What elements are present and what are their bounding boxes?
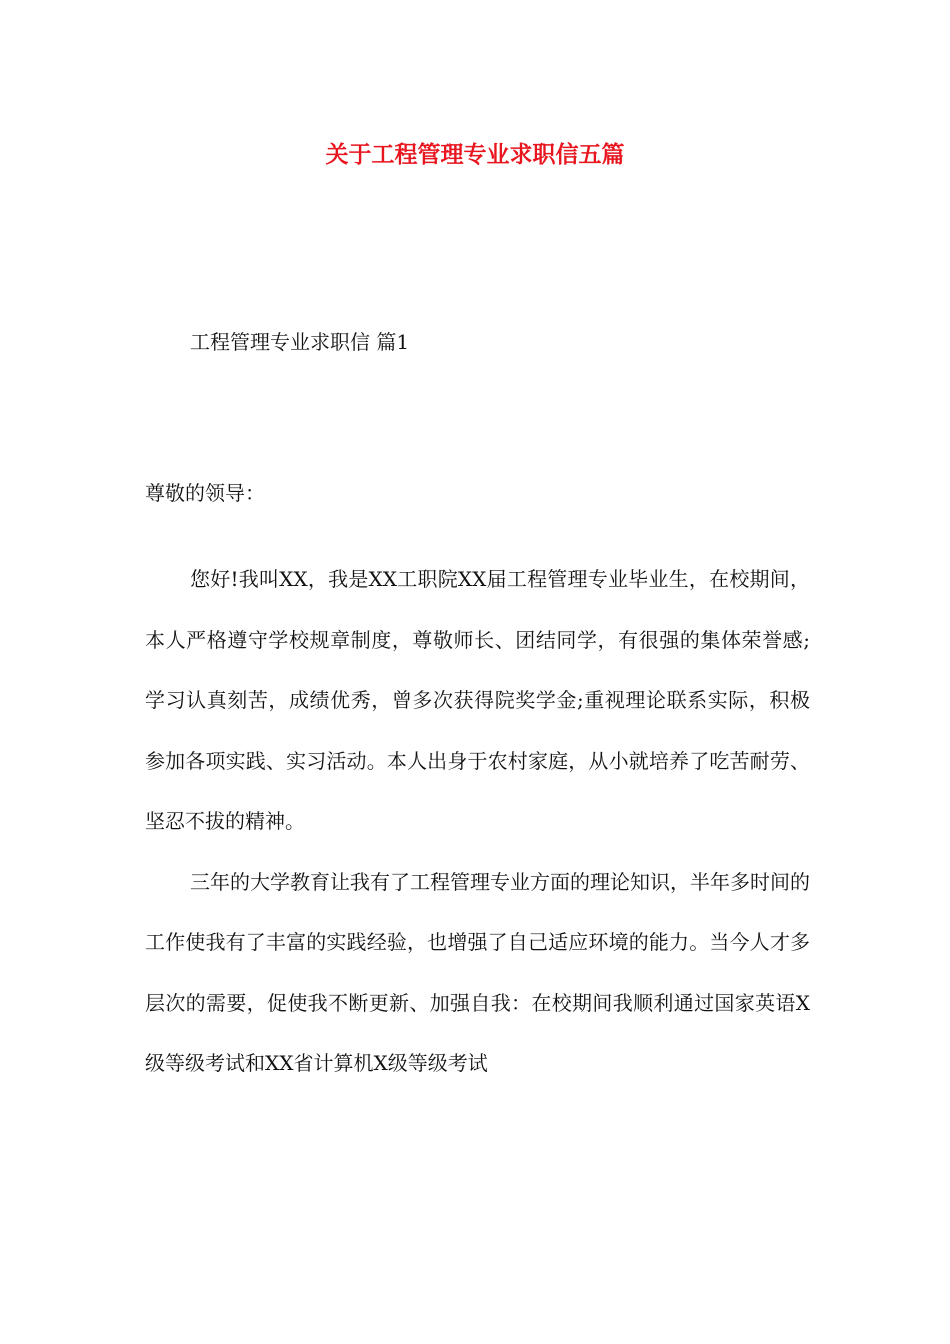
section-heading: 工程管理专业求职信 篇1 <box>190 330 410 354</box>
letter-body <box>145 549 810 1094</box>
paragraph-2: 三年的大学教育让我有了工程管理专业方面的理论知识，半年多时间的工作使我有了丰富的实践经验，也增强了自己适应环境的能力。当今人才多层次的需要，促使我不断更新、加强自我：在校期间我顺利通过国家英语X级等级考试和XX省计算机X级等级考试 <box>145 869 810 1075</box>
salutation: 尊敬的领导： <box>145 481 265 505</box>
document-title: 关于工程管理专业求职信五篇 <box>325 141 625 168</box>
paragraph-1: 您好!我叫XX，我是XX工职院XX届工程管理专业毕业生，在校期间，本人严格遵守学校规章制度，尊敬师长、团结同学，有很强的集体荣誉感;学习认真刻苦，成绩优秀，曾多次获得院奖学金;重视理论联系实际，积极参加各项实践、实习活动。本人出身于农村家庭，从小就培养了吃苦耐劳、坚忍不拔的精神。 <box>145 567 810 833</box>
